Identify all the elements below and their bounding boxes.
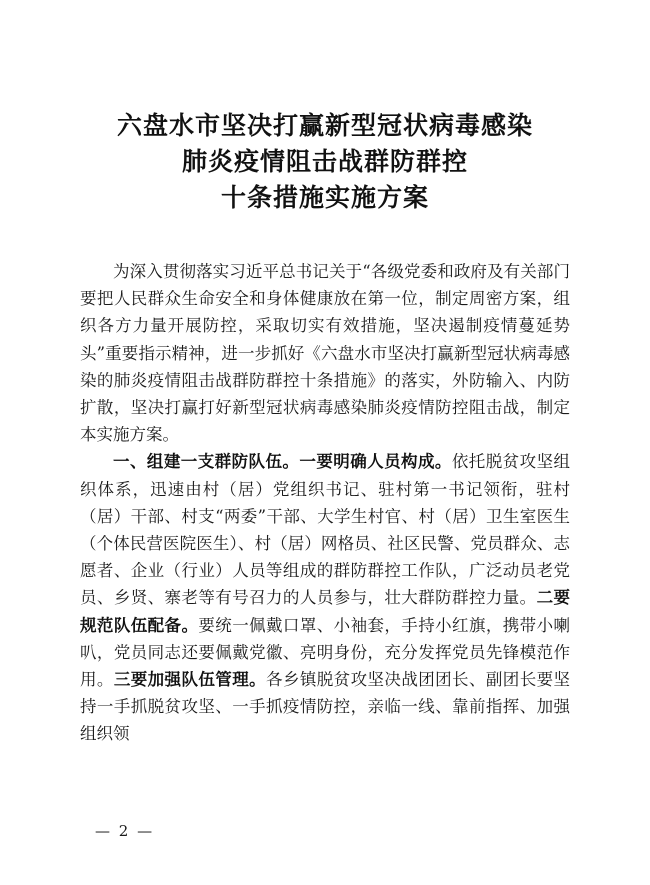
title-line-2: 肺炎疫情阻击战群防群控: [181, 147, 468, 176]
document-title: [0, 108, 650, 216]
point-3-label: 三要加强队伍管理。: [113, 670, 267, 690]
title-line-1: 六盘水市坚决打赢新型冠状病毒感染: [116, 111, 533, 140]
page-number: — 2 —: [95, 822, 155, 840]
point-2-text: 要统一佩戴口罩、小袖套，手持小红旗，携带小喇叭，党员同志还要佩戴党徽、亮明身份，充分发挥党员先锋模范作用。: [80, 615, 571, 690]
point-3-text: 各乡镇脱贫攻坚决战团团长、副团长要坚持一手抓脱贫攻坚、一手抓疫情防控，亲临一线、靠前指挥、加强组织领: [80, 670, 571, 744]
section-1-paragraph: [80, 448, 570, 747]
point-1-label: 一要明确人员构成。: [299, 452, 452, 472]
intro-paragraph: 为深入贯彻落实习近平总书记关于“各级党委和政府及有关部门要把人民群众生命安全和身体健康放在第一位，制定周密方案，组织各方力量开展防控，采取切实有效措施，坚决遏制疫情蔓延势头”重要指示精神，进一步抓好《六盘水市坚决打赢新型冠状病毒感染的肺炎疫情阻击战群防群控十条措施》的落实，外防输入、内防扩散，坚决打赢打好新型冠状病毒感染肺炎疫情防控阻击战，制定本实施方案。: [80, 262, 570, 445]
section-1-heading: 一、组建一支群防队伍。: [113, 452, 300, 472]
document-body: [80, 258, 570, 748]
point-1-text: 依托脱贫攻坚组织体系，迅速由村（居）党组织书记、驻村第一书记领衔，驻村（居）干部、村支“两委”干部、大学生村官、村（居）卫生室医生（个体民营医院医生）、村（居）网格员、社区民警、党员群众、志愿者、企业（行业）人员等组成的群防群控工作队，广泛动员老党员、乡贤、寨老等有号召力的人员参与，壮大群防群控力量。: [80, 452, 571, 608]
point-2-label: 二要规范队伍配备。: [80, 588, 571, 635]
title-line-3: 十条措施实施方案: [220, 183, 429, 212]
